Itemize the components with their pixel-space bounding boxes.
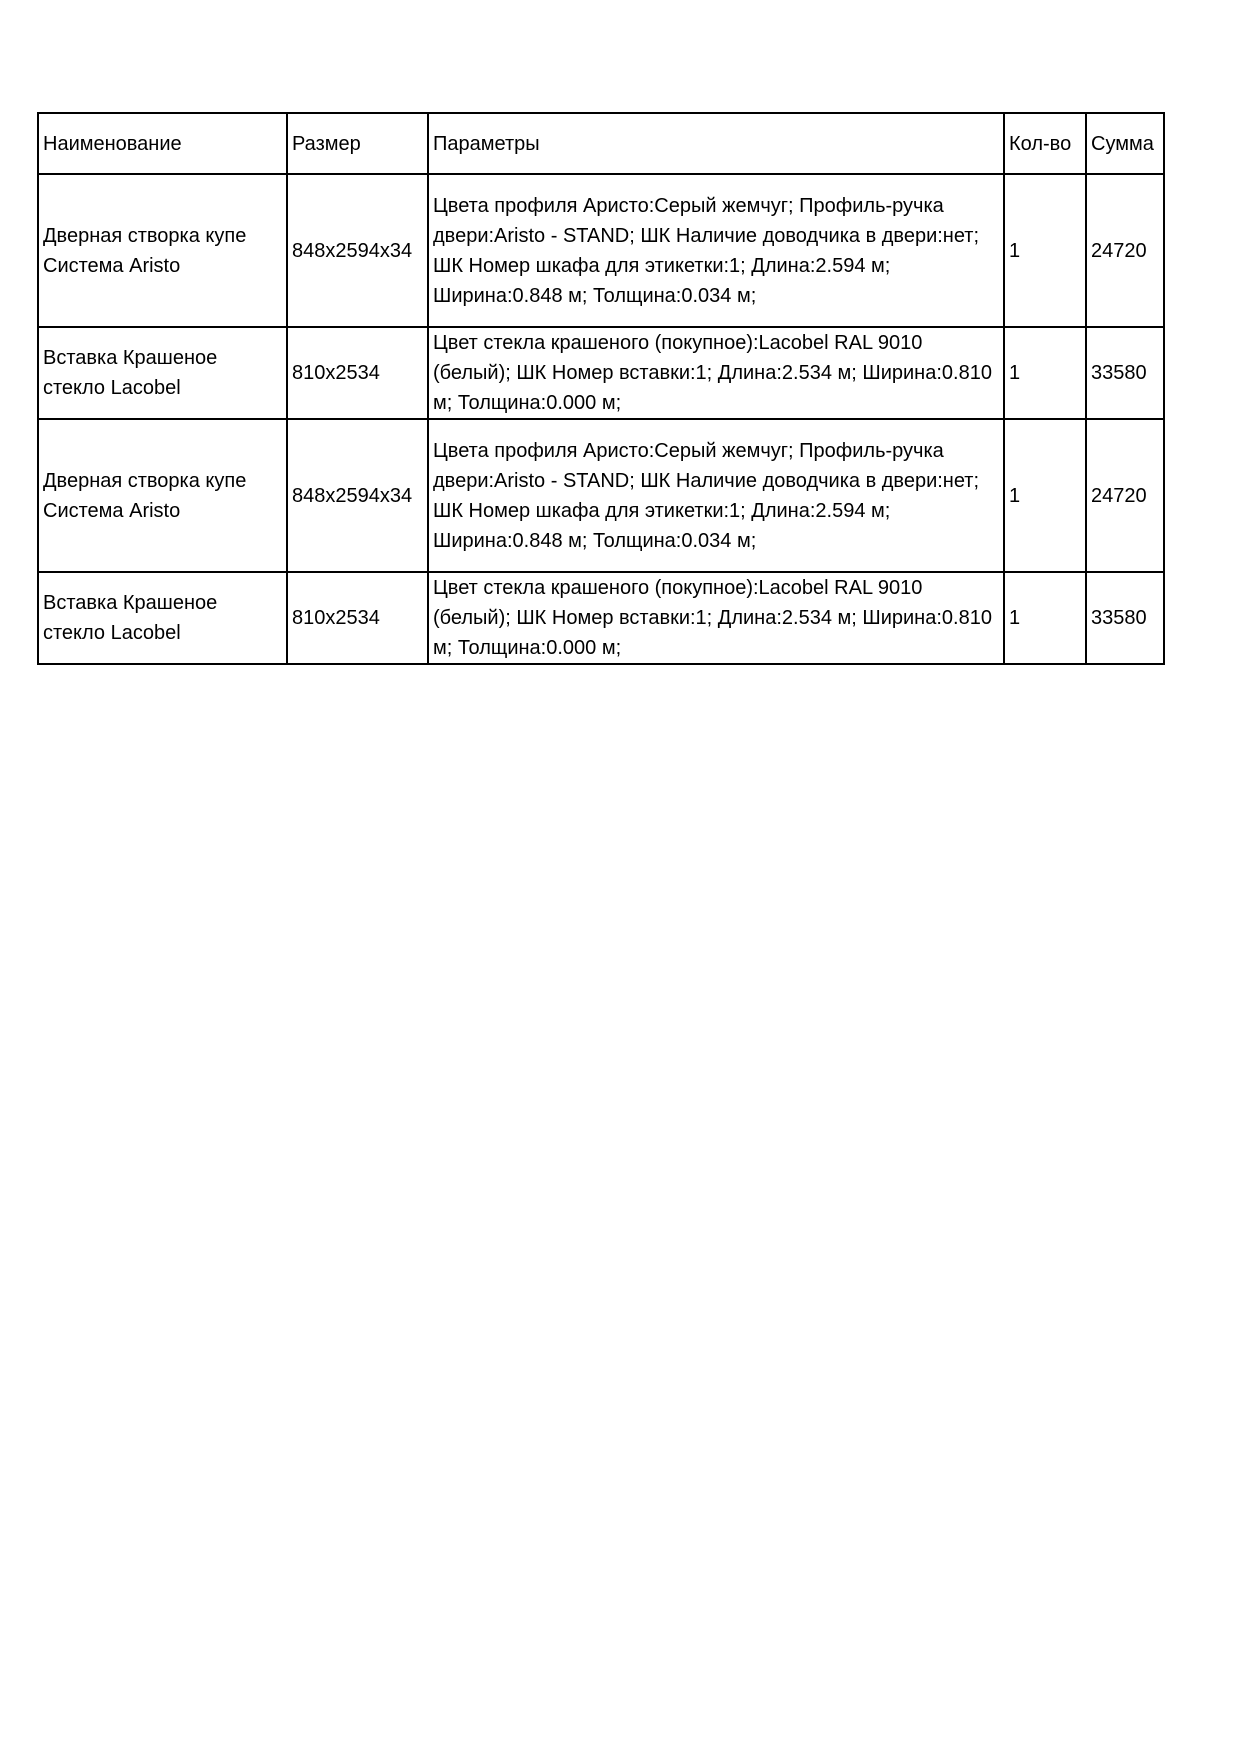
cell-sum: 33580: [1086, 327, 1164, 419]
table-row: [38, 572, 1164, 664]
header-name: Наименование: [38, 113, 287, 174]
cell-sum: 33580: [1086, 572, 1164, 664]
table-row: [38, 327, 1164, 419]
table-row: [38, 174, 1164, 327]
cell-params: Цвет стекла крашеного (покупное):Lacobel RAL 9010 (белый); ШК Номер вставки:1; Длина:2.534 м; Ширина:0.810 м; Толщина:0.000 м;: [428, 572, 1004, 664]
cell-name: Дверная створка купе Система Aristo: [38, 174, 287, 327]
cell-sum: 24720: [1086, 419, 1164, 572]
order-items-table: [37, 112, 1165, 665]
cell-size: 810x2534: [287, 327, 428, 419]
cell-params: Цвет стекла крашеного (покупное):Lacobel RAL 9010 (белый); ШК Номер вставки:1; Длина:2.534 м; Ширина:0.810 м; Толщина:0.000 м;: [428, 327, 1004, 419]
header-qty: Кол-во: [1004, 113, 1086, 174]
cell-name: Дверная створка купе Система Aristo: [38, 419, 287, 572]
table-row: [38, 419, 1164, 572]
header-params: Параметры: [428, 113, 1004, 174]
cell-size: 848x2594x34: [287, 419, 428, 572]
header-sum: Сумма: [1086, 113, 1164, 174]
cell-qty: 1: [1004, 327, 1086, 419]
header-size: Размер: [287, 113, 428, 174]
cell-qty: 1: [1004, 572, 1086, 664]
table-header-row: [38, 113, 1164, 174]
cell-name: Вставка Крашеное стекло Lacobel: [38, 572, 287, 664]
cell-params: Цвета профиля Аристо:Серый жемчуг; Профиль-ручка двери:Aristo - STAND; ШК Наличие доводчика в двери:нет; ШК Номер шкафа для этикетки:1; Длина:2.594 м; Ширина:0.848 м; Толщина:0.034 м;: [428, 419, 1004, 572]
cell-name: Вставка Крашеное стекло Lacobel: [38, 327, 287, 419]
cell-qty: 1: [1004, 174, 1086, 327]
cell-params: Цвета профиля Аристо:Серый жемчуг; Профиль-ручка двери:Aristo - STAND; ШК Наличие доводчика в двери:нет; ШК Номер шкафа для этикетки:1; Длина:2.594 м; Ширина:0.848 м; Толщина:0.034 м;: [428, 174, 1004, 327]
cell-size: 810x2534: [287, 572, 428, 664]
cell-qty: 1: [1004, 419, 1086, 572]
cell-sum: 24720: [1086, 174, 1164, 327]
cell-size: 848x2594x34: [287, 174, 428, 327]
